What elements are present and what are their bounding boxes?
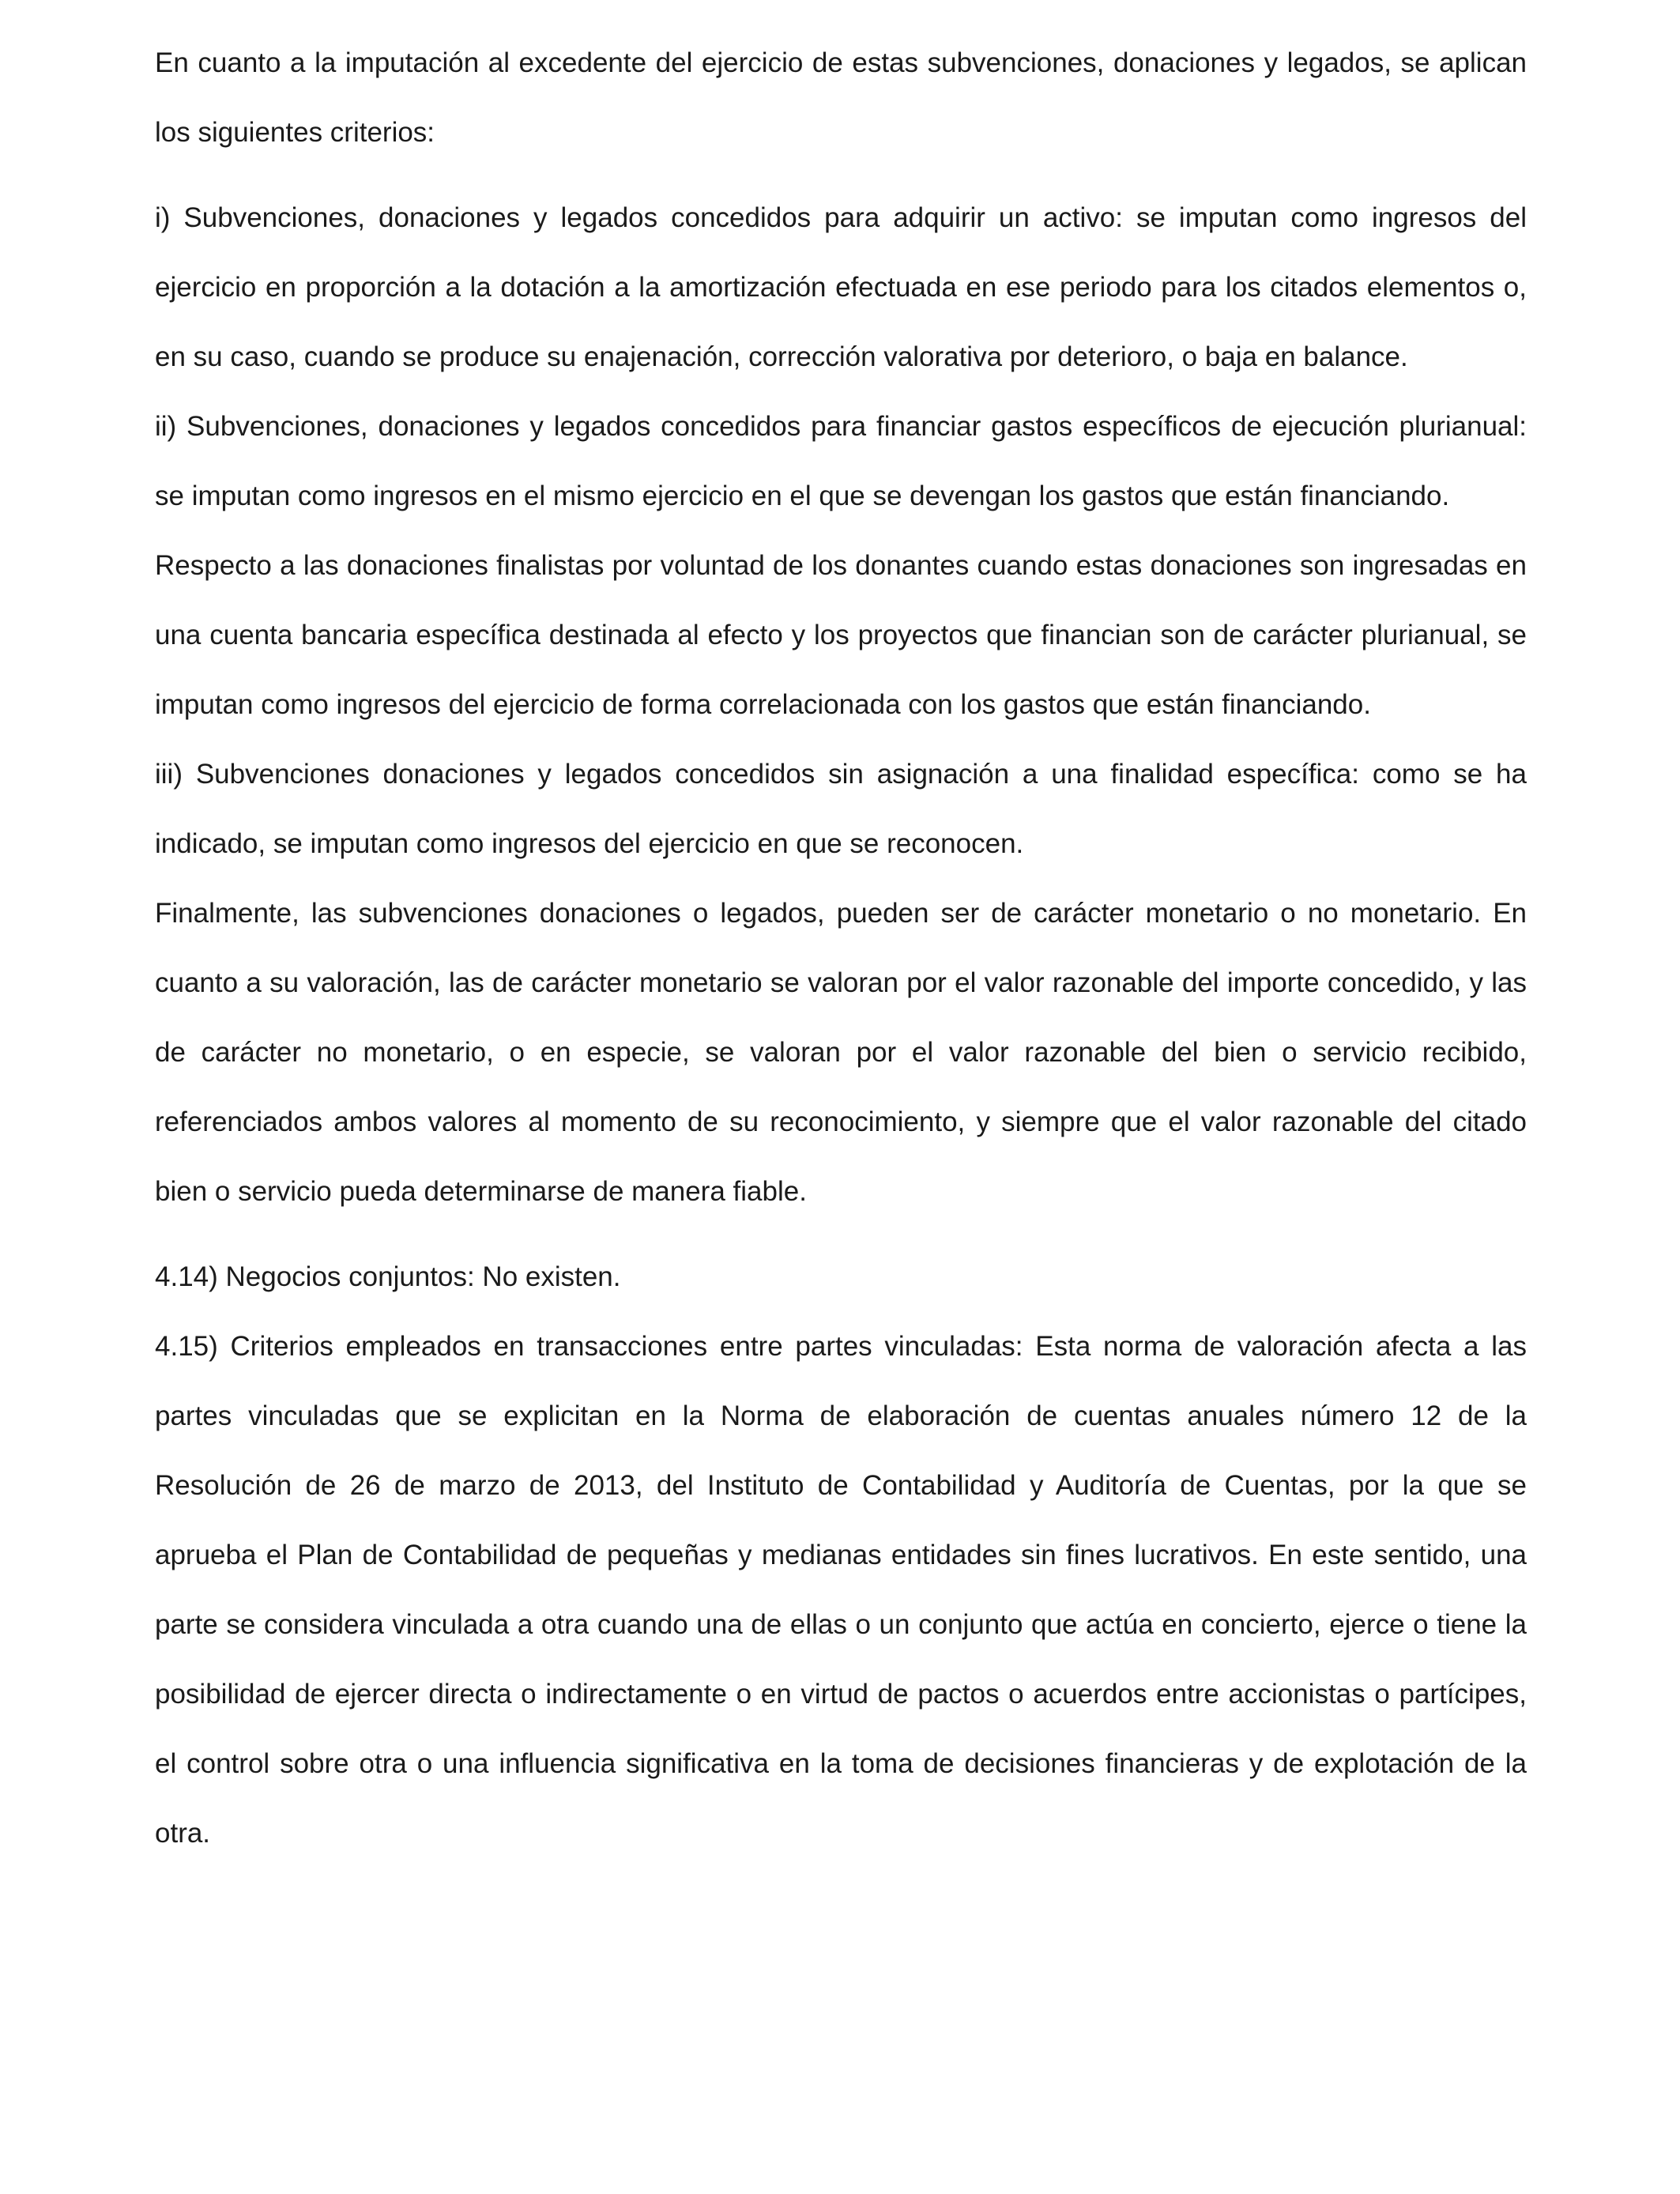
paragraph-negocios-conjuntos: 4.14) Negocios conjuntos: No existen. <box>155 1261 621 1292</box>
paragraph-criterio-i: i) Subvenciones, donaciones y legados concedidos para adquirir un activo: se imputan como ingresos del ejercicio en proporción a la dotación a la amortización efectuada en ese periodo para los citados elementos o, en su caso, cuando se produce su enajenación, corrección valorativa por deterioro, o baja en balance. <box>155 202 1527 372</box>
paragraph-partes-vinculadas: 4.15) Criterios empleados en transacciones entre partes vinculadas: Esta norma de valoración afecta a las partes vinculadas que se explicitan en la Norma de elaboración de cuentas anuales número 12 de la Resolución de 26 de marzo de 2013, del Instituto de Contabilidad y Auditoría de Cuentas, por la que se aprueba el Plan de Contabilidad de pequeñas y medianas entidades sin fines lucrativos. En este sentido, una parte se considera vinculada a otra cuando una de ellas o un conjunto que actúa en concierto, ejerce o tiene la posibilidad de ejercer directa o indirectamente o en virtud de pactos o acuerdos entre accionistas o partícipes, el control sobre otra o una influencia significativa en la toma de decisiones financieras y de explotación de la otra. <box>155 1331 1527 1849</box>
paragraph-donaciones-finalistas: Respecto a las donaciones finalistas por voluntad de los donantes cuando estas donaciones son ingresadas en una cuenta bancaria específica destinada al efecto y los proyectos que financian son de carácter plurianual, se imputan como ingresos del ejercicio de forma correlacionada con los gastos que están financiando. <box>155 550 1527 720</box>
document-page <box>155 28 1527 1868</box>
paragraph-criterio-ii: ii) Subvenciones, donaciones y legados concedidos para financiar gastos específicos de ejecución plurianual: se imputan como ingresos en el mismo ejercicio en el que se devengan los gastos que están financiando. <box>155 411 1527 511</box>
paragraph-valoracion: Finalmente, las subvenciones donaciones o legados, pueden ser de carácter monetario o no monetario. En cuanto a su valoración, las de carácter monetario se valoran por el valor razonable del importe concedido, y las de carácter no monetario, o en especie, se valoran por el valor razonable del bien o servicio recibido, referenciados ambos valores al momento de su reconocimiento, y siempre que el valor razonable del citado bien o servicio pueda determinarse de manera fiable. <box>155 898 1527 1207</box>
paragraph-imputacion-intro: En cuanto a la imputación al excedente del ejercicio de estas subvenciones, donaciones y legados, se aplican los siguientes criterios: <box>155 47 1527 148</box>
paragraph-criterio-iii: iii) Subvenciones donaciones y legados concedidos sin asignación a una finalidad específica: como se ha indicado, se imputan como ingresos del ejercicio en que se reconocen. <box>155 759 1527 859</box>
